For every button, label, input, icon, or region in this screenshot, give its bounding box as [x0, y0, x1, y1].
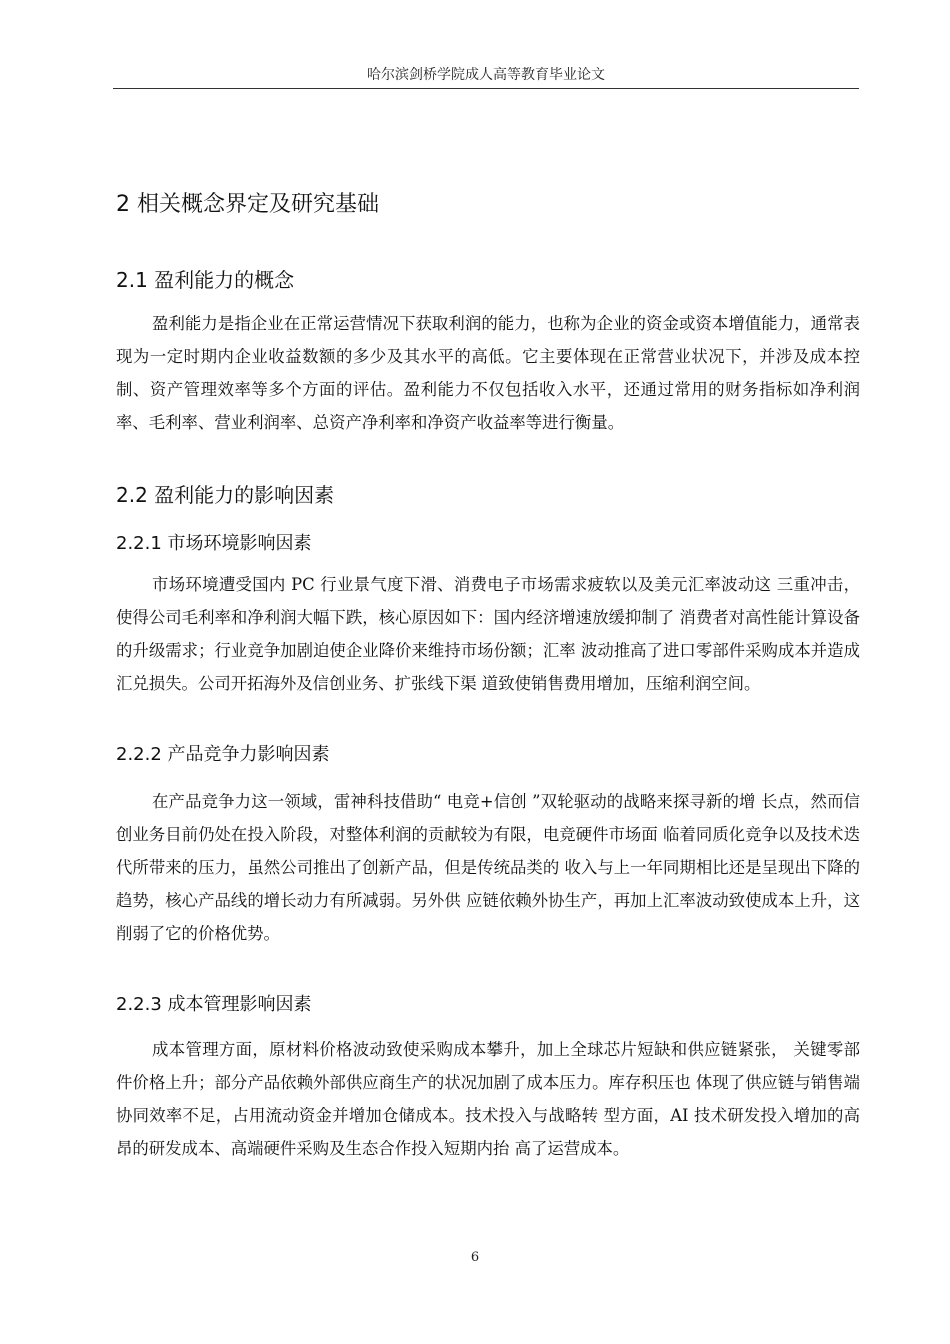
section-2-2-2-title: 2.2.2 产品竞争力影响因素 [116, 744, 330, 765]
section-2-1-paragraph: 盈利能力是指企业在正常运营情况下获取利润的能力，也称为企业的资金或资本增值能力，通常表现为一定时期内企业收益数额的多少及其水平的高低。它主要体现在正常营业状况下，并涉及成本控制、资产管理效率等多个方面的评估。盈利能力不仅包括收入水平，还通过常用的财务指标如净利润率、毛利率、营业利润率、总资产净利率和净资产收益率等进行衡量。 [116, 314, 860, 432]
page-number: 6 [470, 1250, 480, 1265]
section-2-2-1-paragraph: 市场环境遭受国内 PC 行业景气度下滑、消费电子市场需求疲软以及美元汇率波动这 三重冲击，使得公司毛利率和净利润大幅下跌，核心原因如下：国内经济增速放缓抑制了 消费者对高性能计算设备的升级需求；行业竞争加剧迫使企业降价来维持市场份额；汇率 波动推高了进口零部件采购成本并造成汇兑损失。公司开拓海外及信创业务、扩张线下渠 道致使销售费用增加，压缩利润空间。 [116, 575, 860, 693]
section-2-2-1-title: 2.2.1 市场环境影响因素 [116, 533, 312, 554]
chapter-title: 2 相关概念界定及研究基础 [116, 192, 379, 217]
running-header: 哈尔滨剑桥学院成人高等教育毕业论文 [367, 67, 605, 83]
section-2-2-title: 2.2 盈利能力的影响因素 [116, 483, 335, 507]
section-2-1-title: 2.1 盈利能力的概念 [116, 268, 295, 292]
section-2-2-3-paragraph: 成本管理方面，原材料价格波动致使采购成本攀升，加上全球芯片短缺和供应链紧张， 关键零部件价格上升；部分产品依赖外部供应商生产的状况加剧了成本压力。库存积压也 体现了供应链与销售端协同效率不足，占用流动资金并增加仓储成本。技术投入与战略转 型方面，AI 技术研发投入增加的高昂的研发成本、高端硬件采购及生态合作投入短期内抬 高了运营成本。 [116, 1040, 860, 1158]
section-2-2-3-title: 2.2.3 成本管理影响因素 [116, 994, 312, 1015]
header-rule [113, 88, 859, 89]
section-2-2-2-paragraph: 在产品竞争力这一领域，雷神科技借助“ 电竞+信创 ”双轮驱动的战略来探寻新的增 长点，然而信创业务目前仍处在投入阶段，对整体利润的贡献较为有限，电竞硬件市场面 临着同质化竞争以及技术迭代所带来的压力，虽然公司推出了创新产品，但是传统品类的 收入与上一年同期相比还是呈现出下降的趋势，核心产品线的增长动力有所减弱。另外供 应链依赖外协生产，再加上汇率波动致使成本上升，这削弱了它的价格优势。 [116, 792, 860, 943]
